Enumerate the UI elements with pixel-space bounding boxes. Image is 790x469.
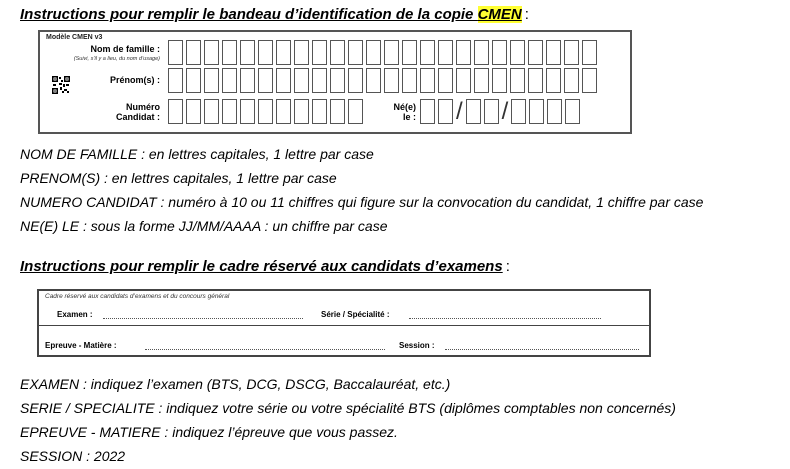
- numero-label-line1: Numéro: [125, 102, 160, 112]
- exam-instruction-session: SESSION : 2022: [20, 448, 126, 464]
- session-field[interactable]: [445, 342, 639, 350]
- exam-instruction-examen: EXAMEN : indiquez l’examen (BTS, DCG, DSCG, Baccalauréat, etc.): [20, 376, 451, 392]
- date-separator-1: /: [456, 98, 463, 125]
- prenom-cells[interactable]: [168, 68, 600, 93]
- cmen-heading-text: Instructions pour remplir le bandeau d’identification de la copie: [20, 6, 478, 23]
- cmen-instructions-heading: [20, 6, 529, 24]
- cmen-instruction-date: NE(E) LE : sous la forme JJ/MM/AAAA : un chiffre par case: [20, 218, 388, 234]
- nom-cells[interactable]: [168, 40, 600, 65]
- model-label: Modèle CMEN v3: [46, 34, 103, 41]
- exam-frame-divider: [39, 325, 649, 326]
- numero-label-line2: Candidat :: [116, 112, 160, 122]
- examen-field[interactable]: [103, 311, 303, 319]
- serie-field[interactable]: [409, 311, 601, 319]
- nom-label: [52, 44, 160, 64]
- exam-frame: [37, 289, 651, 357]
- cmen-heading-highlight: CMEN: [477, 6, 522, 23]
- numero-cells[interactable]: [168, 99, 366, 124]
- date-separator-2: /: [501, 98, 509, 125]
- epreuve-field[interactable]: [145, 342, 385, 350]
- ne-label-line1: Né(e): [393, 102, 416, 112]
- examen-label: Examen :: [57, 310, 93, 319]
- exam-instruction-serie: SERIE / SPECIALITE : indiquez votre série ou votre spécialité BTS (diplômes comptables non concernés): [20, 400, 676, 416]
- numero-label: [80, 102, 160, 122]
- exam-instructions-heading: [20, 258, 510, 276]
- serie-label: Série / Spécialité :: [321, 310, 390, 319]
- cmen-instruction-numero: NUMERO CANDIDAT : numéro à 10 ou 11 chiffres qui figure sur la convocation du candidat, 1 chiffre par case: [20, 194, 704, 210]
- prenom-label: Prénom(s) :: [109, 75, 160, 85]
- exam-heading-text: Instructions pour remplir le cadre réservé aux candidats d’examens: [20, 258, 503, 275]
- exam-instruction-epreuve: EPREUVE - MATIERE : indiquez l’épreuve que vous passez.: [20, 424, 398, 440]
- exam-heading-colon: :: [505, 258, 510, 275]
- session-label: Session :: [399, 341, 435, 350]
- epreuve-label: Epreuve - Matière :: [45, 341, 117, 350]
- cmen-instruction-prenom: PRENOM(S) : en lettres capitales, 1 lettre par case: [20, 170, 337, 186]
- cmen-heading-colon: :: [524, 6, 529, 23]
- exam-frame-title: Cadre réservé aux candidats d’examens et du concours général: [45, 293, 230, 300]
- cmen-identification-box: [38, 30, 632, 134]
- date-cells[interactable]: [420, 99, 583, 124]
- nom-sublabel: (Suivi, s’il y a lieu, du nom d’usage): [73, 56, 160, 62]
- nom-label-text: Nom de famille :: [90, 44, 160, 54]
- ne-le-label: [380, 102, 416, 122]
- cmen-instruction-nom: NOM DE FAMILLE : en lettres capitales, 1 lettre par case: [20, 146, 374, 162]
- ne-label-line2: le :: [402, 112, 416, 122]
